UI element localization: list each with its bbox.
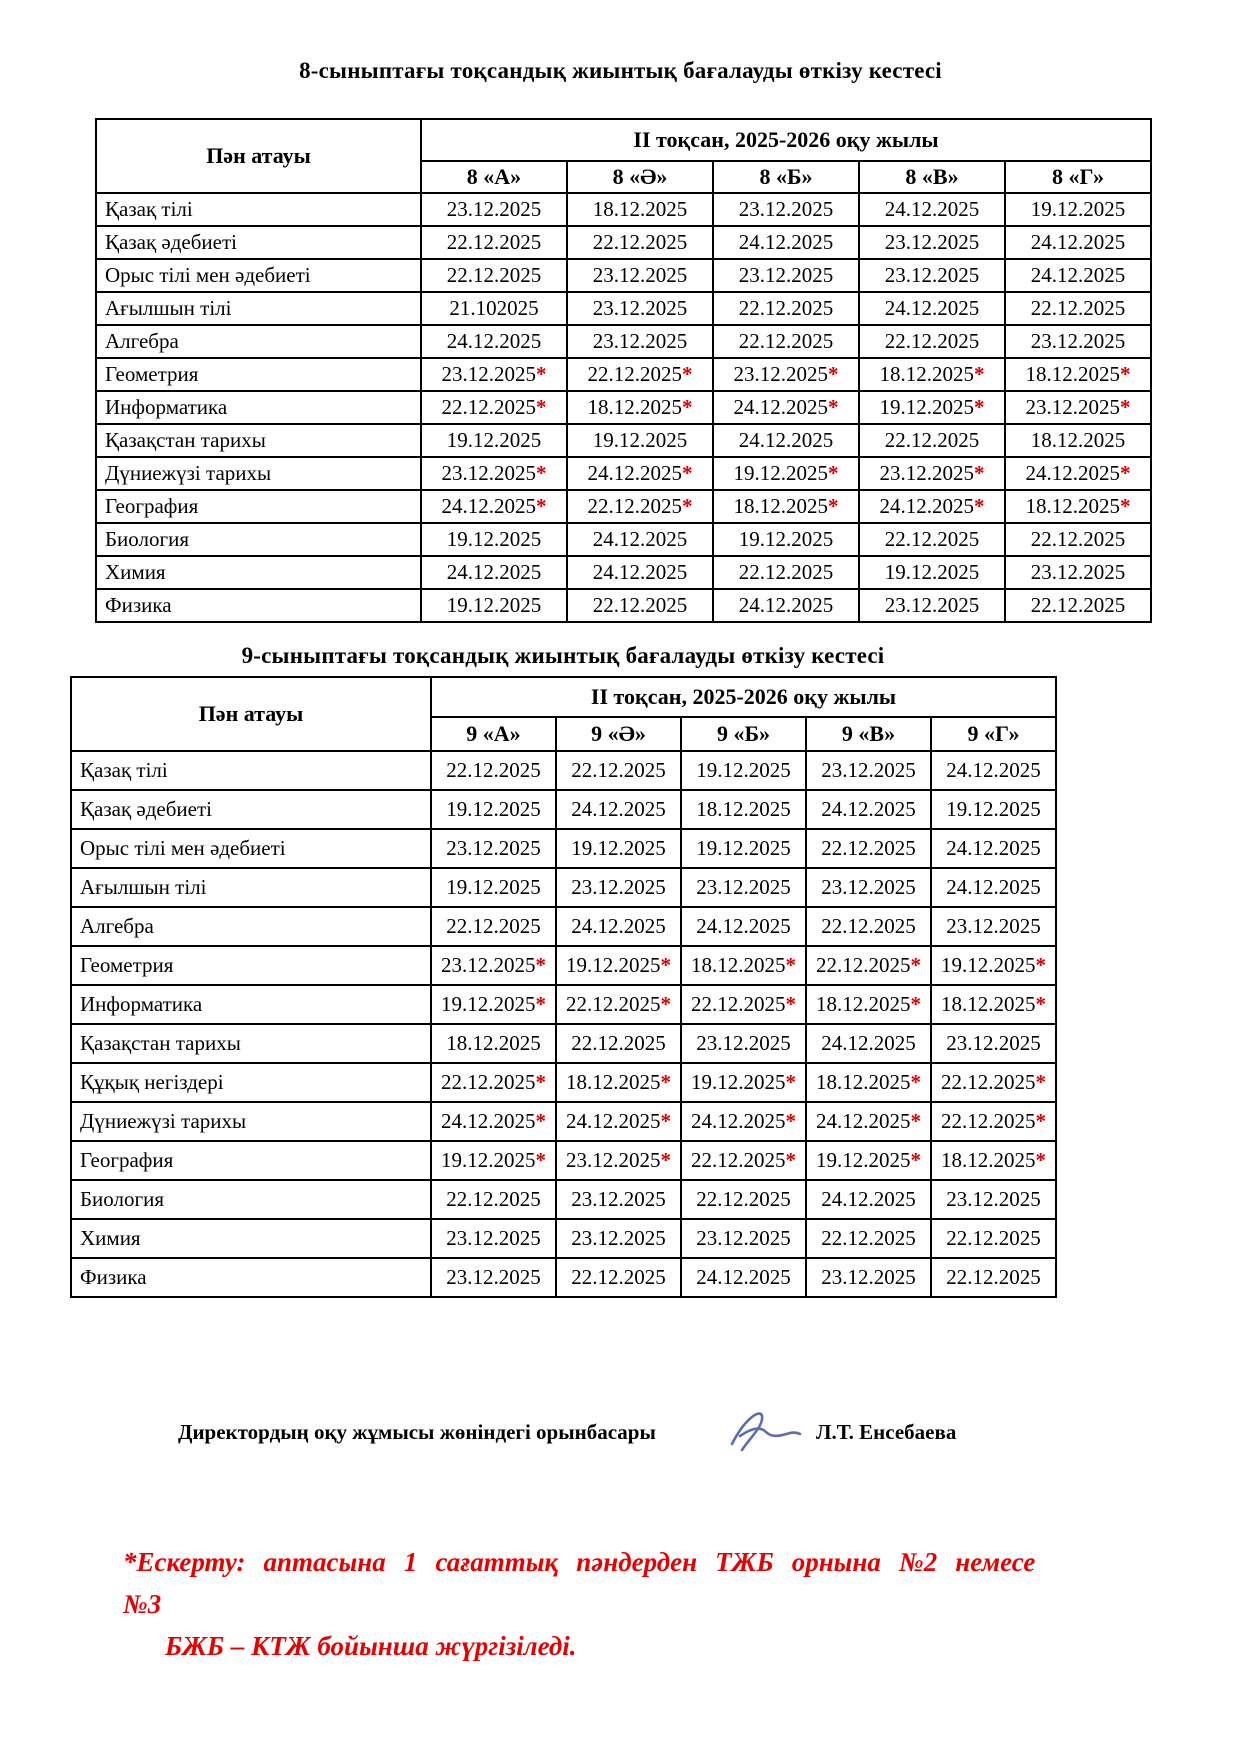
date-cell: 24.12.2025 <box>931 751 1056 790</box>
date-cell: 22.12.2025 <box>431 1180 556 1219</box>
footnote-asterisk: * <box>910 992 921 1016</box>
table-row <box>71 1063 1056 1102</box>
footnote-asterisk: * <box>660 1148 671 1172</box>
date-cell: 23.12.2025* <box>431 946 556 985</box>
date-cell: 23.12.2025 <box>806 751 931 790</box>
date-cell: 23.12.2025 <box>1005 556 1151 589</box>
footnote-asterisk: * <box>660 953 671 977</box>
date-cell: 23.12.2025 <box>431 1219 556 1258</box>
date-cell: 23.12.2025 <box>1005 325 1151 358</box>
date-cell: 19.12.2025 <box>431 868 556 907</box>
term-header: II тоқсан, 2025-2026 оқу жылы <box>421 119 1151 161</box>
date-cell: 23.12.2025 <box>681 868 806 907</box>
footnote-asterisk: * <box>1035 1148 1047 1172</box>
date-cell: 22.12.2025* <box>681 1141 806 1180</box>
subject-cell: Биология <box>71 1180 431 1219</box>
table-row <box>96 457 1151 490</box>
date-cell: 18.12.2025* <box>931 985 1056 1024</box>
date-cell: 24.12.2025 <box>806 1024 931 1063</box>
date-cell: 24.12.2025 <box>681 907 806 946</box>
date-cell: 23.12.2025 <box>713 259 859 292</box>
handwritten-signature-icon <box>726 1406 804 1458</box>
class-header-9v: 9 «В» <box>806 717 931 751</box>
date-cell: 18.12.2025 <box>681 790 806 829</box>
table-row <box>71 1219 1056 1258</box>
footnote-asterisk: * <box>785 1070 796 1094</box>
date-cell: 24.12.2025 <box>556 790 681 829</box>
date-cell: 22.12.2025 <box>431 751 556 790</box>
date-cell: 19.12.2025 <box>713 523 859 556</box>
footnote-asterisk: * <box>660 1109 671 1133</box>
table-row <box>96 589 1151 622</box>
date-cell: 19.12.2025* <box>859 391 1005 424</box>
footnote-asterisk: * <box>828 362 839 386</box>
subject-cell: Дүниежүзі тарихы <box>71 1102 431 1141</box>
footnote-asterisk: * <box>536 461 547 485</box>
date-cell: 24.12.2025* <box>806 1102 931 1141</box>
subject-cell: Физика <box>96 589 421 622</box>
date-cell: 23.12.2025 <box>681 1219 806 1258</box>
footnote-asterisk: * <box>536 395 547 419</box>
footnote-asterisk: * <box>1035 953 1047 977</box>
footnote-asterisk: * <box>785 953 796 977</box>
footnote-asterisk: * <box>535 1109 546 1133</box>
subject-cell: Биология <box>96 523 421 556</box>
footnote-asterisk: * <box>536 494 547 518</box>
subject-cell: Информатика <box>96 391 421 424</box>
footnote-asterisk: * <box>682 461 693 485</box>
date-cell: 23.12.2025 <box>859 589 1005 622</box>
date-cell: 24.12.2025 <box>859 193 1005 226</box>
date-cell: 22.12.2025 <box>1005 292 1151 325</box>
table-row <box>96 358 1151 391</box>
table-row <box>96 325 1151 358</box>
table-row <box>71 1102 1056 1141</box>
date-cell: 23.12.2025 <box>567 325 713 358</box>
footnote-asterisk: * <box>828 395 839 419</box>
table-row <box>71 829 1056 868</box>
date-cell: 22.12.2025 <box>567 589 713 622</box>
date-cell: 18.12.2025* <box>931 1141 1056 1180</box>
grade8-schedule-body <box>96 193 1151 622</box>
date-cell: 19.12.2025 <box>421 424 567 457</box>
date-cell: 24.12.2025 <box>713 424 859 457</box>
subject-cell: Қазақ әдебиеті <box>96 226 421 259</box>
date-cell: 18.12.2025* <box>713 490 859 523</box>
subject-cell: Қазақ тілі <box>96 193 421 226</box>
table-header-row <box>96 119 1151 161</box>
footnote-asterisk: * <box>910 1148 921 1172</box>
subject-cell: Қазақ тілі <box>71 751 431 790</box>
date-cell: 24.12.2025 <box>556 907 681 946</box>
footnote-asterisk: * <box>682 494 693 518</box>
date-cell: 24.12.2025 <box>567 523 713 556</box>
subject-cell: Геометрия <box>71 946 431 985</box>
date-cell: 19.12.2025* <box>556 946 681 985</box>
date-cell: 24.12.2025 <box>1005 226 1151 259</box>
date-cell: 23.12.2025* <box>859 457 1005 490</box>
date-cell: 24.12.2025* <box>567 457 713 490</box>
date-cell: 23.12.2025* <box>421 457 567 490</box>
footnote-asterisk: * <box>536 362 547 386</box>
date-cell: 22.12.2025 <box>931 1219 1056 1258</box>
table-row <box>96 556 1151 589</box>
footnote-asterisk: * <box>785 1109 796 1133</box>
date-cell: 23.12.2025 <box>931 1180 1056 1219</box>
date-cell: 24.12.2025 <box>681 1258 806 1297</box>
date-cell: 22.12.2025* <box>806 946 931 985</box>
date-cell: 23.12.2025 <box>556 1219 681 1258</box>
date-cell: 19.12.2025* <box>806 1141 931 1180</box>
subject-cell: География <box>96 490 421 523</box>
subject-cell: Алгебра <box>71 907 431 946</box>
date-cell: 22.12.2025* <box>567 490 713 523</box>
table-row <box>96 391 1151 424</box>
subject-cell: Ағылшын тілі <box>71 868 431 907</box>
class-header-8g: 8 «Г» <box>1005 161 1151 193</box>
class-header-8ae: 8 «Ә» <box>567 161 713 193</box>
date-cell: 19.12.2025 <box>431 790 556 829</box>
subject-cell: Ағылшын тілі <box>96 292 421 325</box>
footnote-asterisk: * <box>535 1148 546 1172</box>
class-header-8a: 8 «А» <box>421 161 567 193</box>
date-cell: 24.12.2025 <box>713 226 859 259</box>
date-cell: 22.12.2025* <box>681 985 806 1024</box>
class-header-8b: 8 «Б» <box>713 161 859 193</box>
date-cell: 22.12.2025 <box>1005 589 1151 622</box>
date-cell: 24.12.2025* <box>421 490 567 523</box>
date-cell: 23.12.2025 <box>567 259 713 292</box>
subject-cell: Құқық негіздері <box>71 1063 431 1102</box>
date-cell: 22.12.2025 <box>421 259 567 292</box>
date-cell: 19.12.2025 <box>421 589 567 622</box>
date-cell: 18.12.2025* <box>1005 490 1151 523</box>
date-cell: 23.12.2025 <box>681 1024 806 1063</box>
footnote-asterisk: * <box>1120 395 1131 419</box>
date-cell: 22.12.2025 <box>806 907 931 946</box>
date-cell: 22.12.2025* <box>556 985 681 1024</box>
date-cell: 24.12.2025 <box>931 868 1056 907</box>
date-cell: 23.12.2025* <box>713 358 859 391</box>
date-cell: 24.12.2025 <box>931 829 1056 868</box>
date-cell: 22.12.2025 <box>556 1258 681 1297</box>
date-cell: 23.12.2025* <box>421 358 567 391</box>
footnote-asterisk: * <box>785 992 796 1016</box>
date-cell: 19.12.2025 <box>421 523 567 556</box>
term-header: II тоқсан, 2025-2026 оқу жылы <box>431 677 1056 717</box>
footnote-asterisk: * <box>910 1109 921 1133</box>
date-cell: 22.12.2025 <box>859 523 1005 556</box>
footnote-remark <box>123 1542 1053 1668</box>
date-cell: 19.12.2025 <box>681 751 806 790</box>
class-header-9ae: 9 «Ә» <box>556 717 681 751</box>
signature-label: Директордың оқу жұмысы жөніндегі орынбасары <box>178 1419 656 1444</box>
signature-block <box>178 1406 1078 1458</box>
date-cell: 23.12.2025 <box>859 226 1005 259</box>
grade9-schedule-table <box>70 676 1057 1298</box>
footnote-asterisk: * <box>910 1070 921 1094</box>
table-row <box>96 259 1151 292</box>
date-cell: 24.12.2025 <box>806 1180 931 1219</box>
subject-cell: Қазақ әдебиеті <box>71 790 431 829</box>
date-cell: 18.12.2025 <box>1005 424 1151 457</box>
date-cell: 23.12.2025 <box>931 1024 1056 1063</box>
table-row <box>71 1258 1056 1297</box>
subject-cell: Дүниежүзі тарихы <box>96 457 421 490</box>
footnote-asterisk: * <box>1035 1070 1047 1094</box>
table-row <box>96 490 1151 523</box>
date-cell: 22.12.2025 <box>806 1219 931 1258</box>
date-cell: 24.12.2025* <box>859 490 1005 523</box>
date-cell: 22.12.2025 <box>431 907 556 946</box>
footnote-asterisk: * <box>535 1070 546 1094</box>
date-cell: 22.12.2025 <box>567 226 713 259</box>
date-cell: 19.12.2025* <box>681 1063 806 1102</box>
date-cell: 18.12.2025* <box>1005 358 1151 391</box>
date-cell: 23.12.2025* <box>1005 391 1151 424</box>
date-cell: 18.12.2025* <box>567 391 713 424</box>
date-cell: 22.12.2025 <box>556 1024 681 1063</box>
grade9-table-title: 9-сыныптағы тоқсандық жиынтық бағалауды өткізу кестесі <box>241 643 885 668</box>
footnote-asterisk: * <box>660 1070 671 1094</box>
date-cell: 24.12.2025* <box>431 1102 556 1141</box>
date-cell: 22.12.2025 <box>556 751 681 790</box>
date-cell: 24.12.2025* <box>1005 457 1151 490</box>
subject-cell: Информатика <box>71 985 431 1024</box>
date-cell: 22.12.2025 <box>859 424 1005 457</box>
table-row <box>96 193 1151 226</box>
date-cell: 23.12.2025 <box>931 907 1056 946</box>
date-cell: 24.12.2025 <box>1005 259 1151 292</box>
class-header-9g: 9 «Г» <box>931 717 1056 751</box>
table-row <box>71 946 1056 985</box>
subject-cell: Қазақстан тарихы <box>71 1024 431 1063</box>
footnote-asterisk: * <box>974 395 985 419</box>
date-cell: 23.12.2025 <box>806 868 931 907</box>
date-cell: 24.12.2025 <box>421 325 567 358</box>
table-header-row <box>71 677 1056 717</box>
date-cell: 23.12.2025* <box>556 1141 681 1180</box>
class-header-8v: 8 «В» <box>859 161 1005 193</box>
class-header-9a: 9 «А» <box>431 717 556 751</box>
footnote-asterisk: * <box>1120 494 1131 518</box>
date-cell: 24.12.2025 <box>859 292 1005 325</box>
subject-cell: Орыс тілі мен әдебиеті <box>96 259 421 292</box>
date-cell: 18.12.2025* <box>806 1063 931 1102</box>
date-cell: 23.12.2025 <box>556 868 681 907</box>
date-cell: 19.12.2025* <box>713 457 859 490</box>
table-row <box>71 751 1056 790</box>
table-row <box>71 790 1056 829</box>
footnote-asterisk: * <box>1120 461 1131 485</box>
date-cell: 24.12.2025 <box>567 556 713 589</box>
footnote-asterisk: * <box>974 362 985 386</box>
date-cell: 23.12.2025 <box>431 829 556 868</box>
table-row <box>96 292 1151 325</box>
date-cell: 19.12.2025* <box>431 985 556 1024</box>
footnote-asterisk: * <box>910 953 921 977</box>
table-row <box>96 424 1151 457</box>
date-cell: 19.12.2025 <box>1005 193 1151 226</box>
table-row <box>71 1024 1056 1063</box>
table-row <box>71 1180 1056 1219</box>
table-row <box>71 985 1056 1024</box>
date-cell: 21.102025 <box>421 292 567 325</box>
subject-cell: Химия <box>96 556 421 589</box>
date-cell: 22.12.2025* <box>421 391 567 424</box>
signature-name: Л.Т. Енсебаева <box>815 1419 957 1444</box>
footnote-asterisk: * <box>974 494 985 518</box>
subject-cell: Физика <box>71 1258 431 1297</box>
date-cell: 23.12.2025 <box>806 1258 931 1297</box>
grade8-schedule-table <box>95 118 1152 623</box>
date-cell: 22.12.2025 <box>713 556 859 589</box>
subject-cell: География <box>71 1141 431 1180</box>
footnote-line-2: БЖБ – КТЖ бойынша жүргізіледі. <box>165 1630 577 1661</box>
grade9-schedule-body <box>71 751 1056 1297</box>
table-row <box>71 907 1056 946</box>
date-cell: 24.12.2025 <box>806 790 931 829</box>
date-cell: 22.12.2025 <box>421 226 567 259</box>
table-row <box>71 1141 1056 1180</box>
footnote-asterisk: * <box>660 992 671 1016</box>
date-cell: 18.12.2025 <box>567 193 713 226</box>
date-cell: 24.12.2025* <box>713 391 859 424</box>
subject-cell: Орыс тілі мен әдебиеті <box>71 829 431 868</box>
date-cell: 19.12.2025 <box>567 424 713 457</box>
date-cell: 23.12.2025 <box>556 1180 681 1219</box>
date-cell: 24.12.2025 <box>713 589 859 622</box>
table-row <box>96 523 1151 556</box>
subject-cell: Қазақстан тарихы <box>96 424 421 457</box>
date-cell: 23.12.2025 <box>421 193 567 226</box>
date-cell: 22.12.2025 <box>931 1258 1056 1297</box>
date-cell: 23.12.2025 <box>567 292 713 325</box>
footnote-asterisk: * <box>974 461 985 485</box>
footnote-asterisk: * <box>1120 362 1131 386</box>
subject-cell: Химия <box>71 1219 431 1258</box>
date-cell: 24.12.2025* <box>681 1102 806 1141</box>
date-cell: 22.12.2025 <box>713 292 859 325</box>
table-row <box>96 226 1151 259</box>
subject-column-header: Пән атауы <box>71 677 431 751</box>
subject-cell: Геометрия <box>96 358 421 391</box>
date-cell: 23.12.2025 <box>713 193 859 226</box>
date-cell: 19.12.2025 <box>859 556 1005 589</box>
date-cell: 24.12.2025 <box>421 556 567 589</box>
footnote-asterisk: * <box>828 461 839 485</box>
date-cell: 22.12.2025 <box>681 1180 806 1219</box>
footnote-asterisk: * <box>535 953 546 977</box>
date-cell: 22.12.2025* <box>931 1102 1056 1141</box>
footnote-asterisk: * <box>535 992 546 1016</box>
date-cell: 18.12.2025 <box>431 1024 556 1063</box>
date-cell: 24.12.2025* <box>556 1102 681 1141</box>
date-cell: 22.12.2025 <box>713 325 859 358</box>
footnote-asterisk: * <box>785 1148 796 1172</box>
date-cell: 22.12.2025 <box>859 325 1005 358</box>
date-cell: 22.12.2025* <box>431 1063 556 1102</box>
date-cell: 18.12.2025* <box>859 358 1005 391</box>
date-cell: 19.12.2025* <box>431 1141 556 1180</box>
date-cell: 22.12.2025 <box>1005 523 1151 556</box>
date-cell: 22.12.2025 <box>806 829 931 868</box>
footnote-asterisk: * <box>1035 1109 1047 1133</box>
footnote-asterisk: * <box>682 395 693 419</box>
class-header-9b: 9 «Б» <box>681 717 806 751</box>
table-row <box>71 868 1056 907</box>
date-cell: 22.12.2025* <box>931 1063 1056 1102</box>
date-cell: 18.12.2025* <box>556 1063 681 1102</box>
date-cell: 19.12.2025 <box>931 790 1056 829</box>
grade8-table-title: 8-сыныптағы тоқсандық жиынтық бағалауды өткізу кестесі <box>299 58 942 83</box>
date-cell: 23.12.2025 <box>431 1258 556 1297</box>
date-cell: 19.12.2025* <box>931 946 1056 985</box>
subject-cell: Алгебра <box>96 325 421 358</box>
date-cell: 18.12.2025* <box>681 946 806 985</box>
footnote-asterisk: * <box>1035 992 1047 1016</box>
footnote-asterisk: * <box>682 362 693 386</box>
date-cell: 22.12.2025* <box>567 358 713 391</box>
date-cell: 19.12.2025 <box>681 829 806 868</box>
date-cell: 23.12.2025 <box>859 259 1005 292</box>
footnote-line-1: *Ескерту: аптасына 1 сағаттық пәндерден ТЖБ орнына №2 немесе №3 <box>123 1547 1036 1619</box>
subject-column-header: Пән атауы <box>96 119 421 193</box>
date-cell: 19.12.2025 <box>556 829 681 868</box>
date-cell: 18.12.2025* <box>806 985 931 1024</box>
footnote-asterisk: * <box>828 494 839 518</box>
